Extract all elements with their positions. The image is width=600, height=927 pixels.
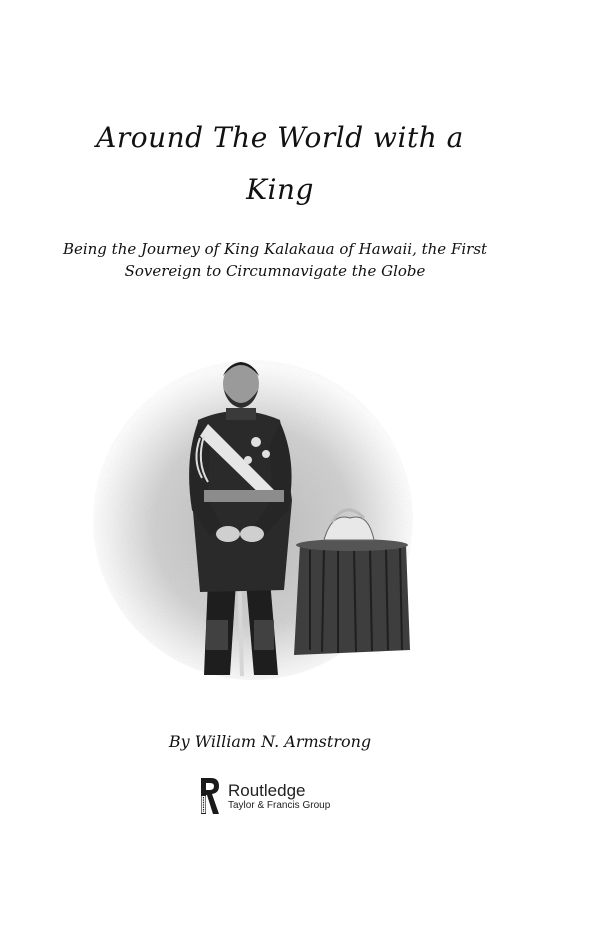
publisher-imprint bbox=[198, 776, 330, 816]
routledge-logo-icon bbox=[198, 776, 222, 816]
publisher-name: Routledge bbox=[228, 780, 306, 800]
publisher-group: Taylor & Francis Group bbox=[228, 799, 331, 811]
book-subtitle: Being the Journey of King Kalakaua of Hawaii, the First Sovereign to Circumnavigate the Globe bbox=[62, 240, 488, 280]
draped-table bbox=[294, 539, 410, 655]
cover-photograph bbox=[88, 350, 418, 680]
book-title: Around The World with a King bbox=[96, 121, 464, 206]
book-author: By William N. Armstrong bbox=[168, 732, 372, 751]
